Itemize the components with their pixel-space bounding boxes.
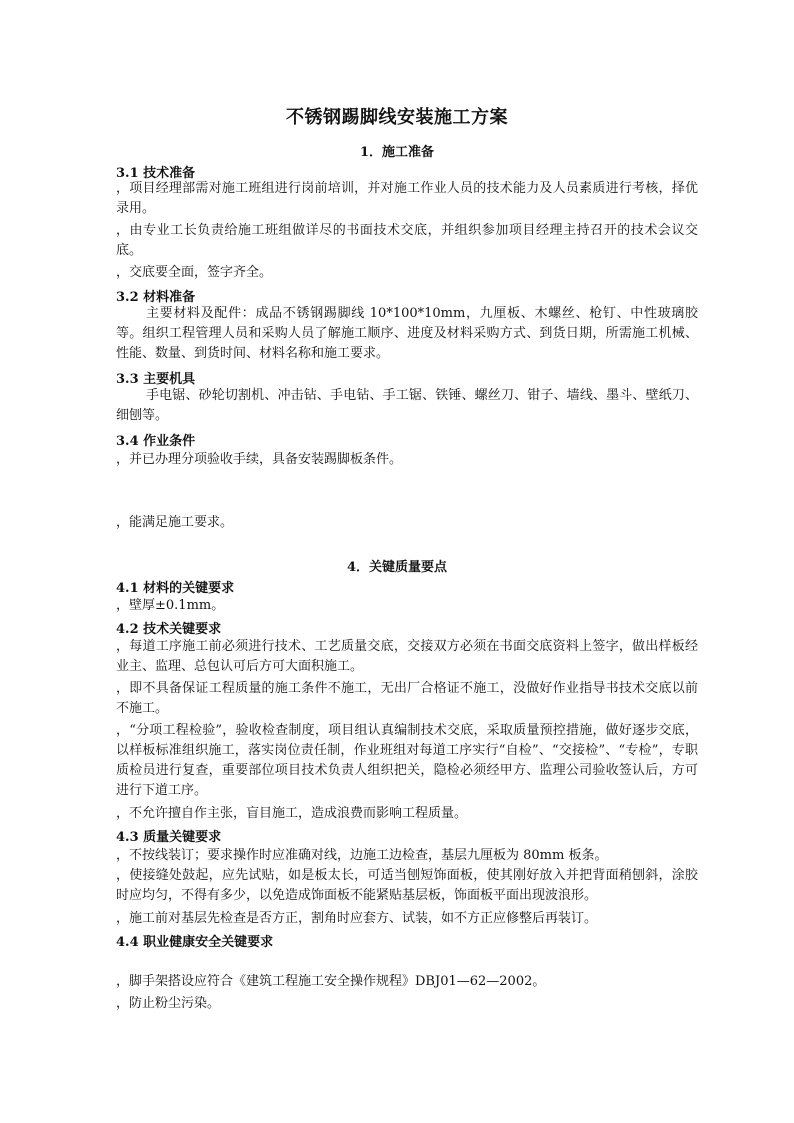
heading-3-4: 3.4 作业条件 [116,434,196,449]
paragraph-4-4-1: ，脚手架搭设应符合《建筑工程施工安全操作规程》DBJ01—62—2002。 [116,974,546,989]
section-heading-construction-prep: 1．施工准备 [359,145,435,160]
paragraph-3-4-2: ，能满足施工要求。 [116,515,234,530]
paragraph-3-1-3: ，交底要全面，签字齐全。 [116,265,273,280]
heading-4-2: 4.2 技术关键要求 [116,622,222,637]
paragraph-3-1-1: ，项目经理部需对施工班组进行岗前培训，并对施工作业人员的技术能力及人员素质进行考核，择优录用。 [116,181,698,216]
page-title: 不锈钢踢脚线安装施工方案 [286,107,508,128]
heading-3-1: 3.1 技术准备 [116,166,196,181]
heading-3-2: 3.2 材料准备 [116,290,196,305]
paragraph-4-3-2: ，使接缝处鼓起，应先试贴，如是板太长，可适当刨短饰面板，使其刚好放入并把背面稍刨斜，涂胶时应均匀，不得有多少，以免造成饰面板不能紧贴基层板，饰面板平面出现波浪形。 [116,868,698,903]
paragraph-3-4-1: ，并已办理分项验收手续，具备安装踢脚板条件。 [116,452,403,467]
heading-4-4: 4.4 职业健康安全关键要求 [116,935,274,950]
section-heading-key-quality: 4．关键质量要点 [346,560,448,575]
paragraph-4-2-3: ，“分项工程检验”，验收检查制度，项目组认真编制技术交底，采取质量预控措施，做好逐步交底，以样板标准组织施工，落实岗位责任制，作业班组对每道工序实行“自检”、“交接检”、“专检”，专职质检员进行复查，重要部位项目技术负责人组织把关，隐检必须经甲方、监理公司验收签认后，方可进行下道工序。 [116,723,698,798]
paragraph-3-1-2: ，由专业工长负责给施工班组做详尽的书面技术交底，并组织参加项目经理主持召开的技术会议交底。 [116,223,698,258]
paragraph-4-3-3: ，施工前对基层先检查是否方正，割角时应套方、试装，如不方正应修整后再装订。 [116,911,598,926]
paragraph-4-2-1: ，每道工序施工前必须进行技术、工艺质量交底，交接双方必须在书面交底资料上签字，做出样板经业主、监理、总包认可后方可大面积施工。 [116,639,698,674]
paragraph-4-1-1: ，壁厚±0.1mm。 [116,598,225,613]
heading-4-3: 4.3 质量关键要求 [116,830,222,845]
paragraph-4-4-2: ，防止粉尘污染。 [116,996,221,1011]
paragraph-4-2-4: ，不允许擅自作主张，盲目施工，造成浪费而影响工程质量。 [116,806,468,821]
heading-4-1: 4.1 材料的关键要求 [116,581,235,596]
paragraph-3-3-1: 手电锯、砂轮切割机、冲击钻、手电钻、手工锯、铁锤、螺丝刀、钳子、墙线、墨斗、壁纸刀、细刨等。 [116,388,698,423]
heading-3-3: 3.3 主要机具 [116,372,196,387]
paragraph-3-2-1: 主要材料及配件：成品不锈钢踢脚线 10*100*10mm，九厘板、木螺丝、枪钉、中性玻璃胶等。组织工程管理人员和采购人员了解施工顺序、进度及材料采购方式、到货日期，所需施工机械、性能、数量、到货时间、材料名称和施工要求。 [116,306,698,361]
paragraph-4-2-2: ，即不具备保证工程质量的施工条件不施工，无出厂合格证不施工，没做好作业指导书技术交底以前不施工。 [116,681,698,716]
paragraph-4-3-1: ，不按线装订；要求操作时应准确对线，边施工边检查，基层九厘板为 80mm 板条。 [116,848,608,863]
